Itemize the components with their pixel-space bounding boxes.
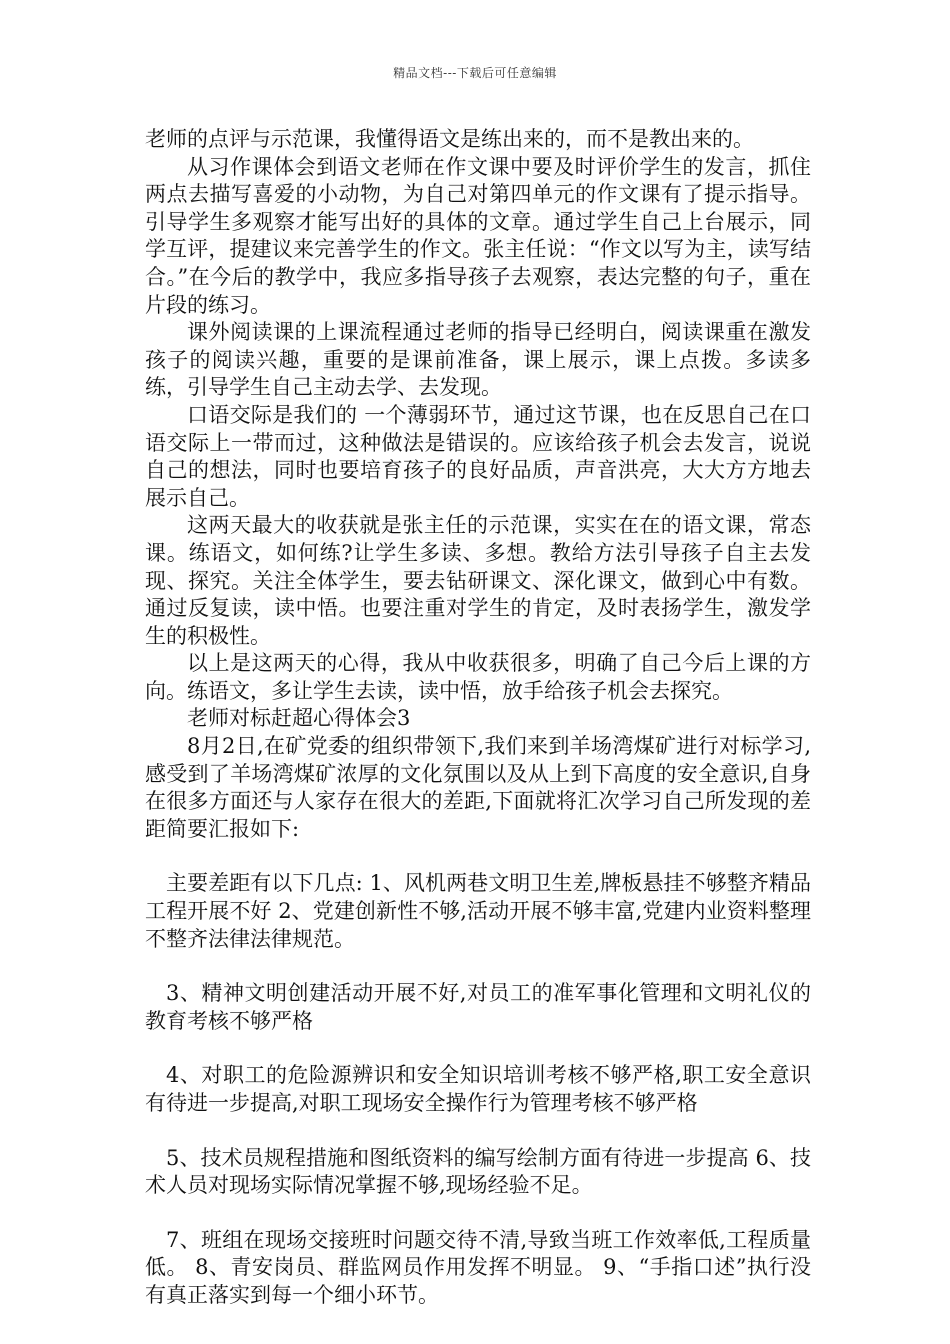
paragraph: 老师的点评与示范课，我懂得语文是练出来的，而不是教出来的。 xyxy=(145,127,754,151)
spacer xyxy=(145,1118,811,1145)
spacer xyxy=(145,953,811,980)
paragraph: 以上是这两天的心得，我从中收获很多，明确了自己今后上课的方向。练语文，多让学生去读，读中悟，放手给孩子机会去探究。 xyxy=(145,651,811,703)
document-body xyxy=(145,126,811,1310)
list-item: 3、精神文明创建活动开展不好,对员工的准军事化管理和文明礼仪的教育考核不够严格 xyxy=(145,981,811,1033)
section-title: 老师对标赶超心得体会3 xyxy=(187,706,411,731)
list-item: 5、技术员规程措施和图纸资料的编写绘制方面有待进一步提高 6、技术人员对现场实际情况掌握不够,现场经验不足。 xyxy=(145,1145,811,1198)
paragraph: 课外阅读课的上课流程通过老师的指导已经明白，阅读课重在激发孩子的阅读兴趣，重要的是课前准备，课上展示，课上点拨。多读多练，引导学生自己主动去学、去发现。 xyxy=(145,320,811,400)
list-item: 7、班组在现场交接班时问题交待不清,导致当班工作效率低,工程质量低。 8、青安岗员、群监网员作用发挥不明显。 9、“手指口述”执行没有真正落实到每一个细小环节。 xyxy=(145,1227,811,1307)
list-item: 主要差距有以下几点: 1、风机两巷文明卫生差,牌板悬挂不够整齐精品工程开展不好 2、党建创新性不够,活动开展不够丰富,党建内业资料整理不整齐法律法律规范。 xyxy=(145,871,811,951)
list-item: 4、对职工的危险源辨识和安全知识培训考核不够严格,职工安全意识有待进一步提高,对职工现场安全操作行为管理考核不够严格 xyxy=(145,1063,811,1115)
spacer xyxy=(145,1035,811,1062)
spacer xyxy=(145,843,811,870)
spacer xyxy=(145,1200,811,1227)
page-header: 精品文档---下载后可任意编辑 xyxy=(393,66,557,80)
paragraph: 从习作课体会到语文老师在作文课中要及时评价学生的发言，抓住两点去描写喜爱的小动物，为自己对第四单元的作文课有了提示指导。引导学生多观察才能写出好的具体的文章。通过学生自己上台展示，同学互评，提建议来完善学生的作文。张主任说：“作文以写为主，读写结合。”在今后的教学中，我应多指导孩子去观察，表达完整的句子，重在片段的练习。 xyxy=(145,154,811,317)
paragraph: 这两天最大的收获就是张主任的示范课，实实在在的语文课，常态课。练语文，如何练?让学生多读、多想。教给方法引导孩子自主去发现、探究。关注全体学生，要去钻研课文、深化课文，做到心中有数。通过反复读，读中悟。也要注重对学生的肯定，及时表扬学生，激发学生的积极性。 xyxy=(145,513,811,648)
paragraph: 口语交际是我们的 一个薄弱环节，通过这节课，也在反思自己在口语交际上一带而过，这种做法是错误的。应该给孩子机会去发言，说说自己的想法，同时也要培育孩子的良好品质，声音洪亮，大大方方地去展示自己。 xyxy=(145,402,811,510)
paragraph: 8月2日,在矿党委的组织带领下,我们来到羊场湾煤矿进行对标学习,感受到了羊场湾煤矿浓厚的文化氛围以及从上到下高度的安全意识,自身在很多方面还与人家存在很大的差距,下面就将汇次学习自己所发现的差距简要汇报如下: xyxy=(145,734,811,841)
